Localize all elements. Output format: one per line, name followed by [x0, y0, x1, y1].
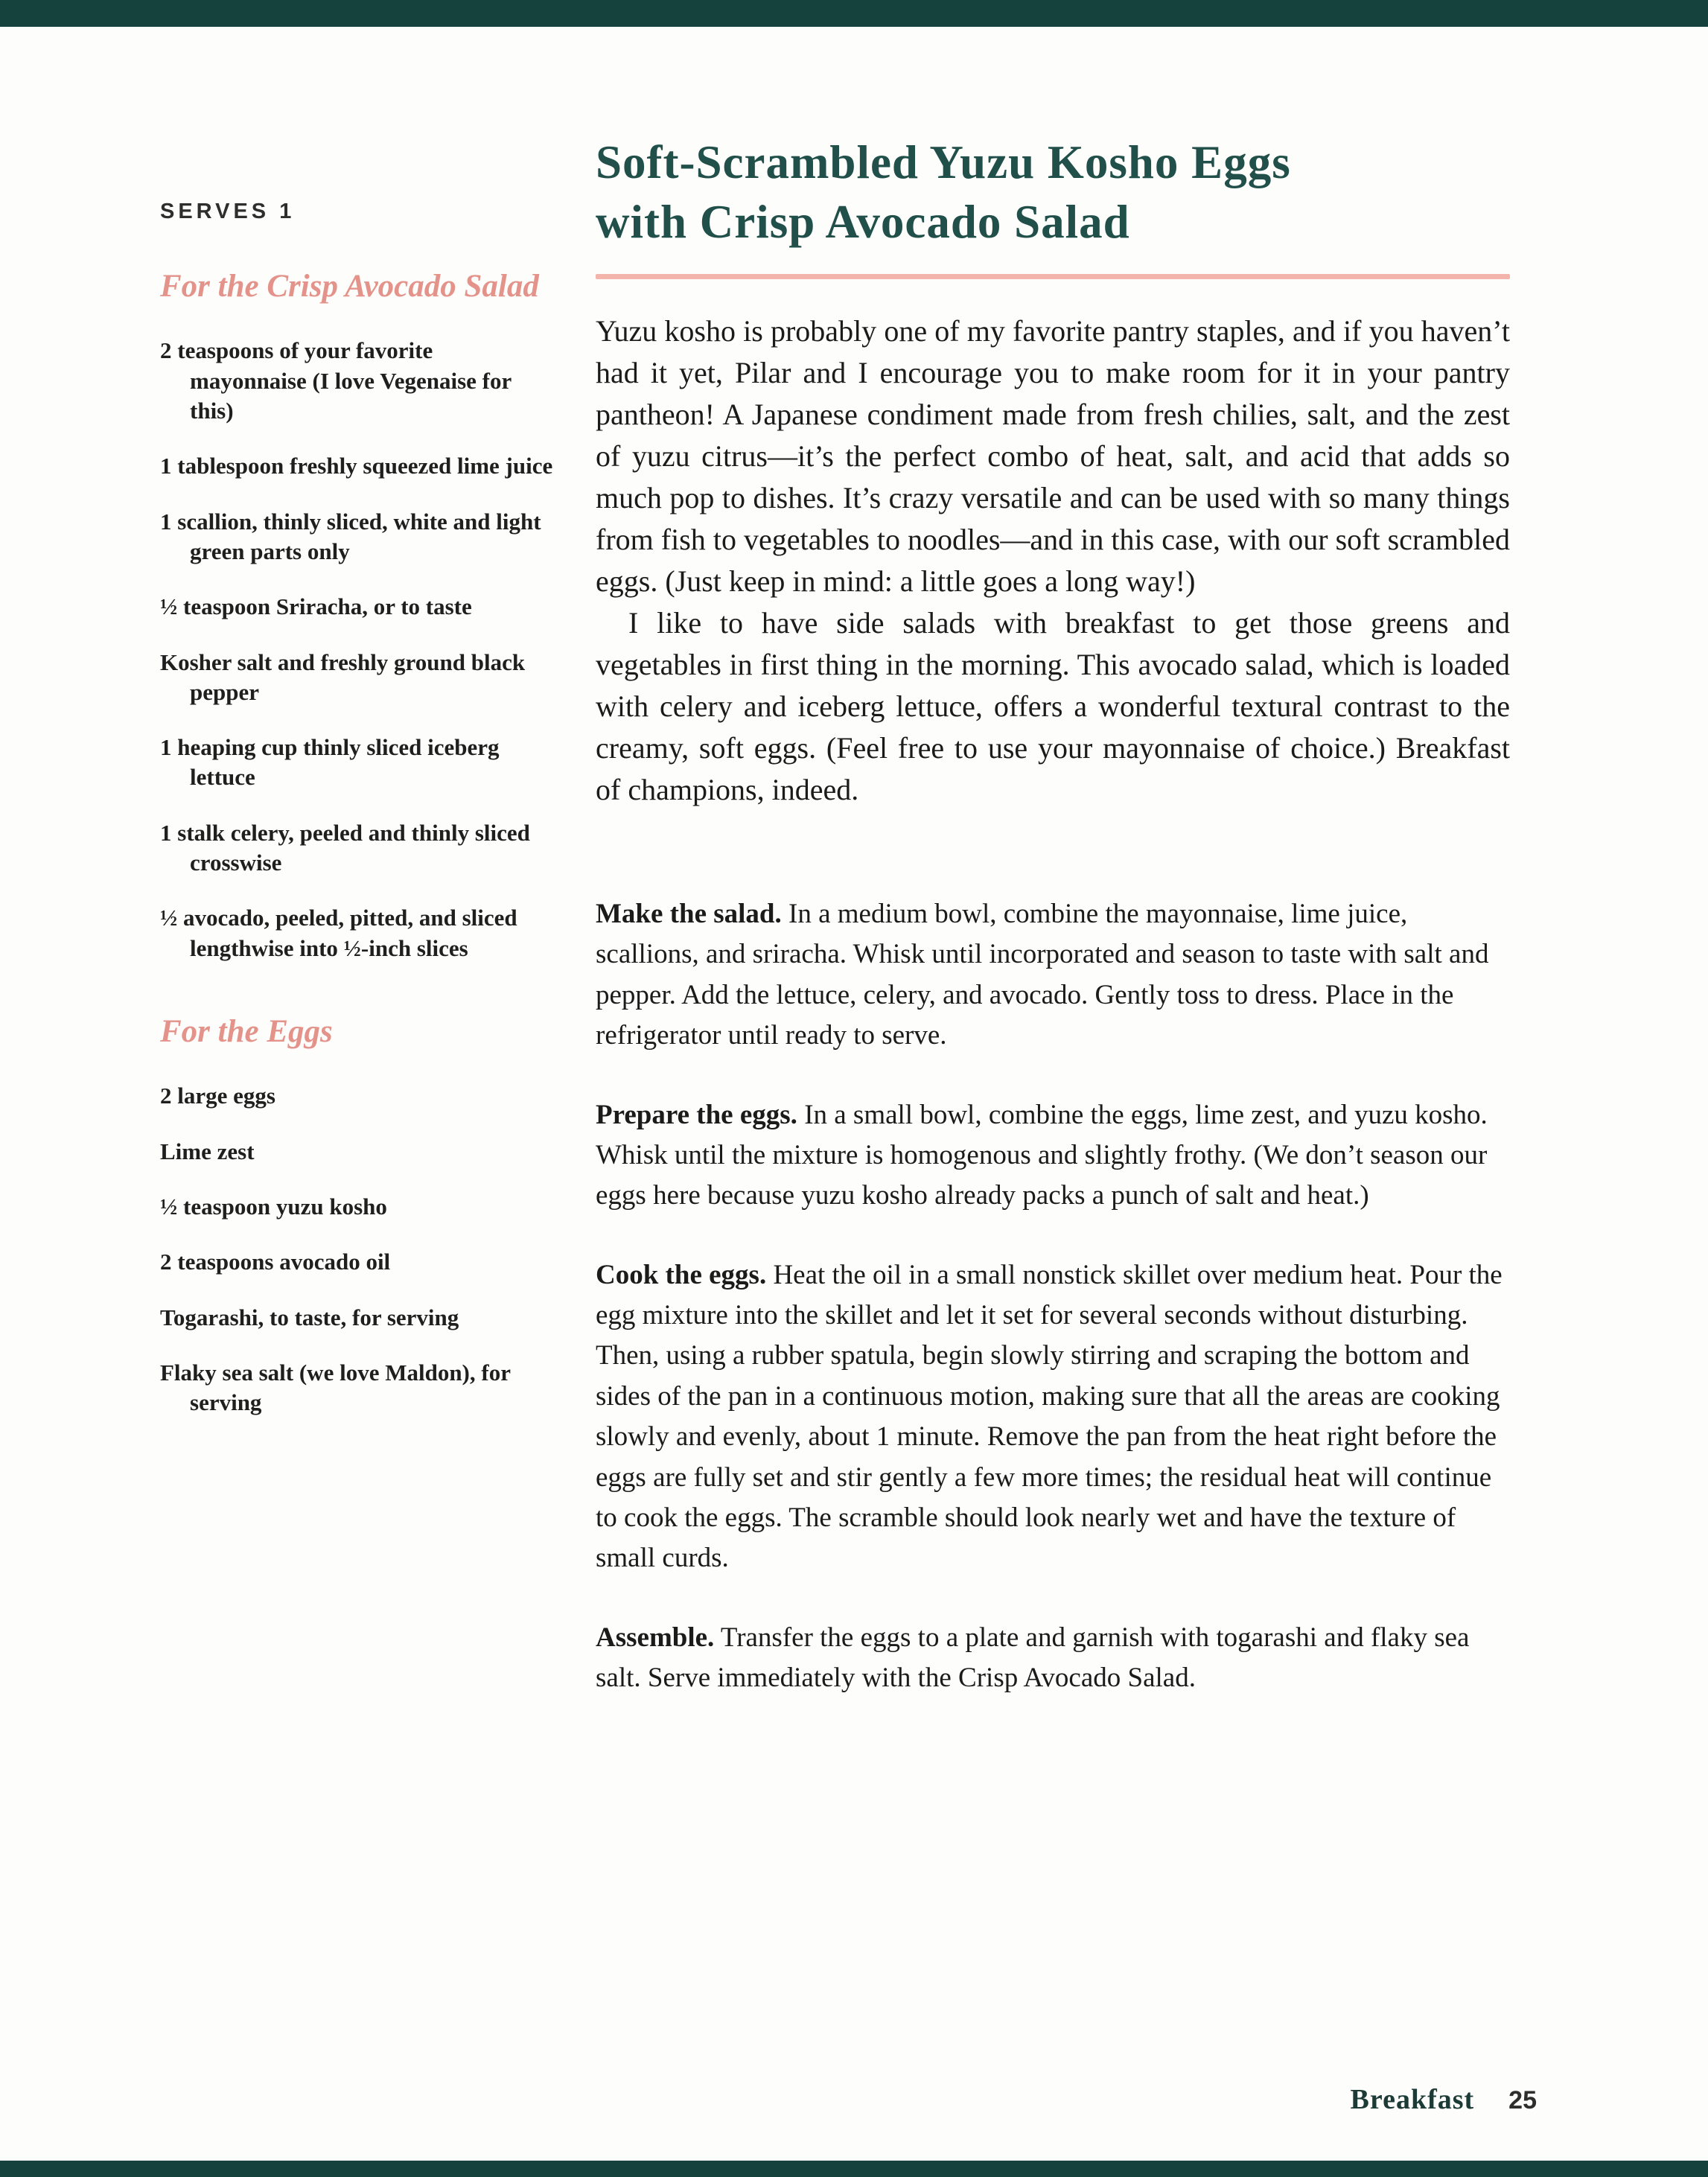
ingredient-item: 2 teaspoons of your favorite mayonnaise (I love Vegenaise for this)	[160, 337, 512, 424]
ingredient-item: 1 scallion, thinly sliced, white and light green parts only	[160, 508, 541, 564]
step-text: Heat the oil in a small nonstick skillet over medium heat. Pour the egg mixture into the skillet and let it set for several seconds without disturbing. Then, using a rubber spatula, begin slowly stirring and scraping the bottom and sides of the pan in a continuous motion, making sure that all the areas are cooking slowly and evenly, about 1 minute. Remove the pan from the heat right before the eggs are fully set and stir gently a few more times; the residual heat will continue to cook the eggs. The scramble should look nearly wet and have the texture of small curds.	[596, 1259, 1503, 1574]
ingredient-section-heading-salad: For the Crisp Avocado Salad	[160, 269, 539, 304]
ingredient-item: 1 heaping cup thinly sliced iceberg lettuce	[160, 734, 500, 791]
intro-paragraph: I like to have side salads with breakfast to get those greens and vegetables in first thing in the morning. This avocado salad, which is loaded with celery and iceberg lettuce, offers a wonderful textural contrast to the creamy, soft eggs. (Feel free to use your mayonnaise of choice.) Breakfast of champions, indeed.	[596, 606, 1510, 806]
step-paragraph	[596, 1255, 1510, 1579]
footer-page-number: 25	[1508, 2086, 1537, 2114]
step-paragraph	[596, 1095, 1510, 1217]
ingredient-item: Lime zest	[160, 1138, 255, 1164]
step-lead: Make the salad.	[596, 899, 782, 929]
recipe-title	[596, 133, 1510, 252]
bottom-edge-bar	[0, 2161, 1708, 2177]
ingredient-item: ½ teaspoon yuzu kosho	[160, 1193, 387, 1220]
step-paragraph	[596, 894, 1510, 1056]
method-steps	[596, 894, 1510, 1698]
page-footer	[1351, 2083, 1537, 2116]
step-text: In a medium bowl, combine the mayonnaise, lime juice, scallions, and sriracha. Whisk until incorporated and season to taste with salt and pepper. Add the lettuce, celery, and avocado. Gently toss to dress. Place in the refrigerator until ready to serve.	[596, 899, 1489, 1051]
recipe-main-column	[596, 133, 1510, 1737]
ingredient-item: 2 large eggs	[160, 1083, 275, 1109]
step-text: Transfer the eggs to a plate and garnish with togarashi and flaky sea salt. Serve immediately with the Crisp Avocado Salad.	[596, 1622, 1470, 1693]
ingredient-item: ½ avocado, peeled, pitted, and sliced lengthwise into ½-inch slices	[160, 905, 517, 961]
footer-section-label: Breakfast	[1350, 2084, 1475, 2115]
ingredients-sidebar	[160, 200, 555, 1443]
ingredient-item: Flaky sea salt (we love Maldon), for serving	[160, 1359, 511, 1416]
step-text: In a small bowl, combine the eggs, lime zest, and yuzu kosho. Whisk until the mixture is homogenous and slightly frothy. (We don’t season our eggs here because yuzu kosho already packs a punch of salt and heat.)	[596, 1099, 1488, 1211]
top-edge-bar	[0, 0, 1708, 27]
step-lead: Prepare the eggs.	[596, 1099, 797, 1130]
step-lead: Assemble.	[596, 1622, 715, 1653]
title-divider-rule	[596, 274, 1510, 279]
ingredient-item: ½ teaspoon Sriracha, or to taste	[160, 593, 472, 620]
step-lead: Cook the eggs.	[596, 1259, 767, 1290]
serves-label: SERVES 1	[160, 200, 296, 223]
recipe-title-line1: Soft-Scrambled Yuzu Kosho Eggs	[596, 136, 1291, 188]
ingredient-item: 2 teaspoons avocado oil	[160, 1249, 391, 1275]
ingredient-item: Togarashi, to taste, for serving	[160, 1304, 459, 1330]
ingredient-section-heading-eggs: For the Eggs	[160, 1013, 333, 1049]
intro-paragraph: Yuzu kosho is probably one of my favorite pantry staples, and if you haven’t had it yet, Pilar and I encourage you to make room for it in your pantry pantheon! A Japanese condiment made from fresh chilies, salt, and the zest of yuzu citrus—it’s the perfect combo of heat, salt, and acid that adds so much pop to dishes. It’s crazy versatile and can be used with so many things from fish to vegetables to noodles—and in this case, with our soft scrambled eggs. (Just keep in mind: a little goes a long way!)	[596, 314, 1510, 598]
ingredient-item: 1 stalk celery, peeled and thinly sliced crosswise	[160, 819, 530, 876]
ingredient-item: 1 tablespoon freshly squeezed lime juice	[160, 453, 553, 479]
step-paragraph	[596, 1618, 1510, 1699]
intro-text	[596, 310, 1510, 811]
recipe-title-line2: with Crisp Avocado Salad	[596, 196, 1130, 248]
ingredient-item: Kosher salt and freshly ground black pepper	[160, 648, 526, 705]
